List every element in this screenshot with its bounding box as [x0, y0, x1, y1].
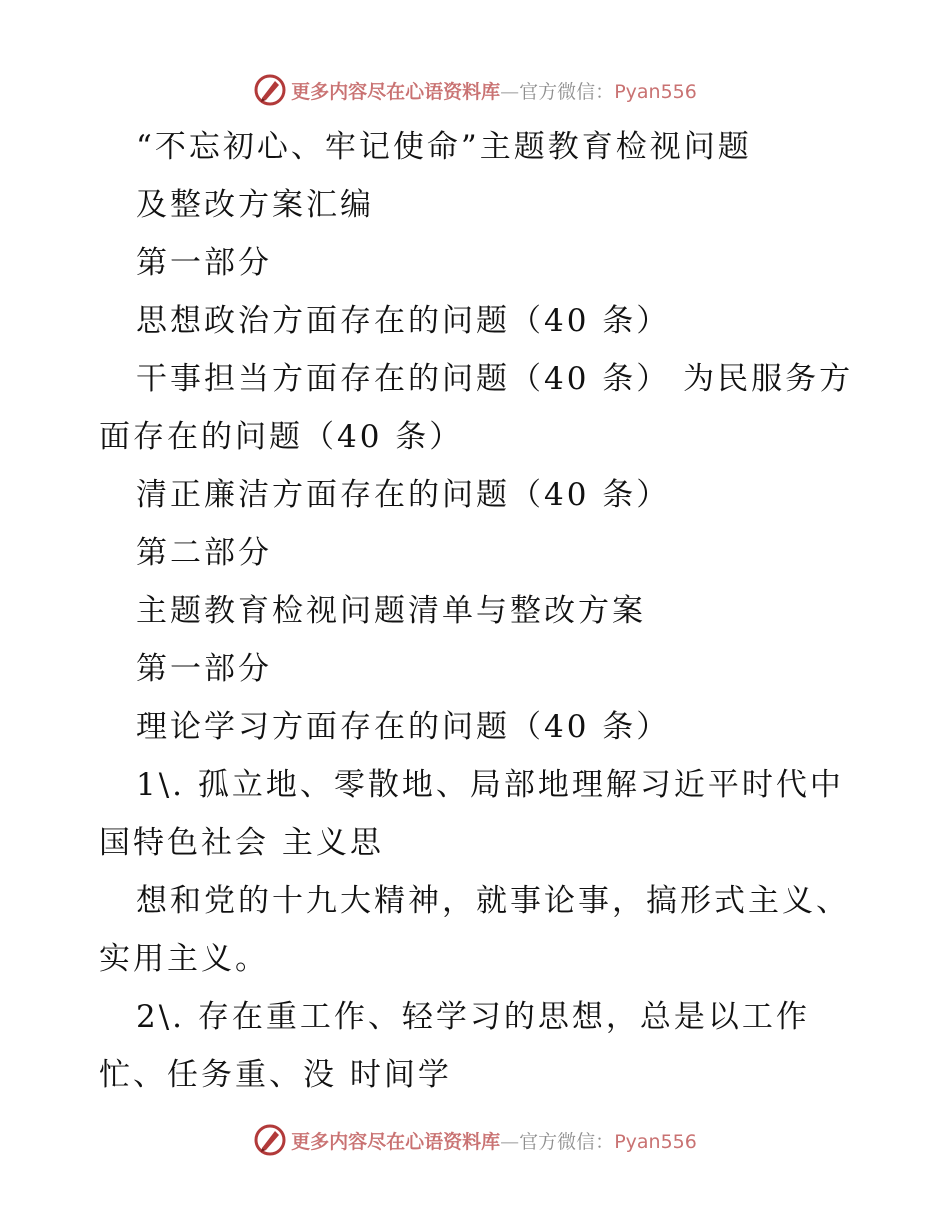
list-item: 2\. 存在重工作、轻学习的思想，总是以工作忙、任务重、没 时间学: [99, 999, 810, 1093]
watermark-label: 官方微信：: [519, 1130, 615, 1153]
header-watermark: [0, 70, 950, 110]
watermark-separator: —: [500, 1130, 520, 1153]
section-heading: 第一部分: [136, 651, 272, 687]
subsection-title: 理论学习方面存在的问题（40 条）: [136, 709, 671, 745]
pen-nib-logo-icon: [253, 73, 287, 107]
watermark-id: Pyan556: [614, 1130, 697, 1153]
document-body: [0, 118, 950, 1104]
document-subtitle: 及整改方案汇编: [136, 187, 374, 223]
watermark-text: [291, 1127, 697, 1154]
watermark-main: 更多内容尽在心语资料库: [291, 1130, 501, 1153]
toc-item: 思想政治方面存在的问题（40 条）: [136, 303, 671, 339]
list-item-continuation: 想和党的十九大精神，就事论事，搞形式主义、实用主义。: [99, 883, 850, 977]
watermark-main: 更多内容尽在心语资料库: [291, 80, 501, 103]
section-heading: 第二部分: [136, 535, 272, 571]
footer-watermark: [0, 1120, 950, 1160]
document-title: “不忘初心、牢记使命”主题教育检视问题: [136, 129, 752, 165]
watermark-text: [291, 77, 697, 104]
watermark-id: Pyan556: [614, 80, 697, 103]
watermark-label: 官方微信：: [519, 80, 615, 103]
section-heading: 第一部分: [136, 245, 272, 281]
section-title: 主题教育检视问题清单与整改方案: [136, 593, 646, 629]
watermark-separator: —: [500, 80, 520, 103]
list-item: 1\. 孤立地、零散地、局部地理解习近平时代中国特色社会 主义思: [99, 767, 844, 861]
toc-item: 干事担当方面存在的问题（40 条） 为民服务方面存在的问题（40 条）: [99, 361, 854, 455]
pen-nib-logo-icon: [253, 1123, 287, 1157]
toc-item: 清正廉洁方面存在的问题（40 条）: [136, 477, 671, 513]
